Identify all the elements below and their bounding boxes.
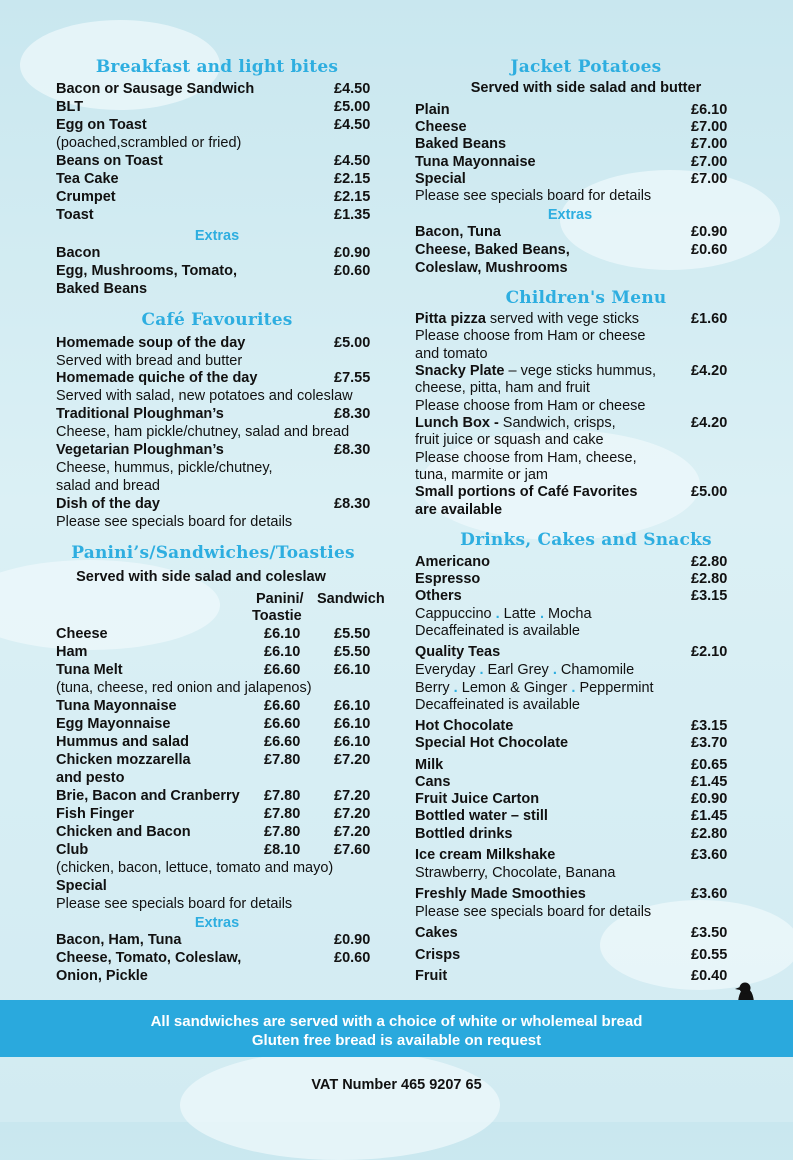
menu-item: Cheese, Baked Beans, [415, 242, 570, 258]
price: £1.45 [691, 808, 728, 824]
price-panini: £8.10 [264, 842, 301, 858]
menu-item: Espresso [415, 571, 481, 587]
price: £0.40 [691, 968, 728, 984]
option-item: Mocha [548, 606, 592, 622]
price-sandwich: £5.50 [334, 644, 371, 660]
item-description: Decaffeinated is available [415, 623, 580, 639]
price: £5.00 [334, 335, 371, 351]
item-description: tuna, marmite or jam [415, 467, 548, 483]
price: £7.00 [691, 119, 728, 135]
price-sandwich: £7.20 [334, 824, 371, 840]
price: £6.10 [691, 102, 728, 118]
option-item: Everyday [415, 662, 476, 678]
price: £8.30 [334, 442, 371, 458]
price-sandwich: £7.60 [334, 842, 371, 858]
price-sandwich: £6.10 [334, 734, 371, 750]
price-panini: £6.60 [264, 734, 301, 750]
item-description: (poached,scrambled or fried) [56, 135, 242, 151]
option-item: Earl Grey [487, 662, 549, 678]
price-sandwich: £6.10 [334, 662, 371, 678]
separator-dot: . [475, 662, 488, 678]
menu-item: Fruit [415, 968, 448, 984]
price: £0.90 [691, 791, 728, 807]
price: £1.45 [691, 774, 728, 790]
price: £8.30 [334, 406, 371, 422]
price: £7.00 [691, 154, 728, 170]
menu-item: Chicken and Bacon [56, 824, 191, 840]
menu-item: Tuna Melt [56, 662, 123, 678]
price: £3.50 [691, 925, 728, 941]
menu-item: BLT [56, 99, 84, 115]
extras-heading: Extras [547, 207, 593, 223]
item-description: Please see specials board for details [56, 514, 293, 530]
price: £0.55 [691, 947, 728, 963]
menu-item: Dish of the day [56, 496, 160, 512]
footer-bread-note: All sandwiches are served with a choice of white or wholemeal bread [150, 1013, 643, 1030]
price: £7.00 [691, 171, 728, 187]
menu-item: Tuna Mayonnaise [415, 154, 536, 170]
menu-item: Toast [56, 207, 94, 223]
price: £2.80 [691, 826, 728, 842]
price: £4.20 [691, 363, 728, 379]
extras-heading: Extras [194, 228, 240, 244]
price: £3.60 [691, 847, 728, 863]
price: £1.60 [691, 311, 728, 327]
item-description: Please see specials board for details [415, 904, 652, 920]
separator-dot: . [449, 680, 462, 696]
price-panini: £6.10 [264, 644, 301, 660]
menu-item: Fish Finger [56, 806, 135, 822]
section-title-breakfast: Breakfast and light bites [95, 57, 339, 77]
price: £5.00 [691, 484, 728, 500]
option-item: Peppermint [579, 680, 654, 696]
menu-item: Bacon, Ham, Tuna [56, 932, 182, 948]
section-subtitle: Served with side salad and coleslaw [76, 569, 326, 585]
price-panini: £7.80 [264, 806, 301, 822]
menu-item: Bacon, Tuna [415, 224, 501, 240]
price-sandwich: £5.50 [334, 626, 371, 642]
item-description: salad and bread [56, 478, 160, 494]
menu-item: Homemade soup of the day [56, 335, 246, 351]
price-sandwich: £7.20 [334, 752, 371, 768]
column-header-toastie: Toastie [252, 608, 302, 624]
item-description: Served with bread and butter [56, 353, 243, 369]
menu-item: Brie, Bacon and Cranberry [56, 788, 240, 804]
menu-item: Cakes [415, 925, 458, 941]
price: £0.90 [334, 245, 371, 261]
menu-item: Vegetarian Ploughman’s [56, 442, 224, 458]
price: £3.70 [691, 735, 728, 751]
item-description: Cheese, ham pickle/chutney, salad and bread [56, 424, 350, 440]
price-panini: £7.80 [264, 788, 301, 804]
menu-item: Crisps [415, 947, 461, 963]
item-description: Please see specials board for details [415, 188, 652, 204]
menu-item: Bacon or Sausage Sandwich [56, 81, 255, 97]
price: £4.20 [691, 415, 728, 431]
item-description: (tuna, cheese, red onion and jalapenos) [56, 680, 312, 696]
price-panini: £7.80 [264, 824, 301, 840]
menu-item: Freshly Made Smoothies [415, 886, 586, 902]
separator-dot: . [491, 606, 504, 622]
menu-item: Egg on Toast [56, 117, 147, 133]
option-list [415, 606, 592, 624]
price: £7.00 [691, 136, 728, 152]
menu-item: Fruit Juice Carton [415, 791, 540, 807]
price: £2.15 [334, 189, 371, 205]
section-title-cafe: Café Favourites [141, 310, 293, 330]
price: £0.60 [334, 950, 371, 966]
menu-item: Milk [415, 757, 444, 773]
menu-item: Special Hot Chocolate [415, 735, 569, 751]
menu-item: Bottled water – still [415, 808, 548, 824]
menu-item: Chicken mozzarella [56, 752, 191, 768]
price: £0.90 [691, 224, 728, 240]
section-title-jacket: Jacket Potatoes [510, 57, 662, 77]
extras-heading: Extras [194, 915, 240, 931]
menu-item: Egg, Mushrooms, Tomato, [56, 263, 237, 279]
price-panini: £6.60 [264, 662, 301, 678]
menu-item: Club [56, 842, 89, 858]
menu-item-line2: Coleslaw, Mushrooms [415, 260, 568, 276]
item-description: Served with salad, new potatoes and coleslaw [56, 388, 353, 404]
item-description: Please choose from Ham, cheese, [415, 450, 637, 466]
price-sandwich: £6.10 [334, 716, 371, 732]
menu-item: Americano [415, 554, 490, 570]
menu-item: Egg Mayonnaise [56, 716, 171, 732]
menu-item: Snacky Plate – vege sticks hummus, [415, 363, 656, 379]
menu-item-line2: and pesto [56, 770, 125, 786]
column-header-panini: Panini/ [256, 591, 304, 607]
menu-item: Crumpet [56, 189, 116, 205]
option-item: Chamomile [560, 662, 635, 678]
price-panini: £7.80 [264, 752, 301, 768]
separator-dot: . [535, 606, 549, 622]
menu-item: Bacon [56, 245, 101, 261]
menu-item-line2: are available [415, 502, 503, 518]
section-title-children: Children's Menu [505, 288, 667, 308]
item-description: and tomato [415, 346, 488, 362]
column-header-sandwich: Sandwich [317, 591, 385, 607]
menu-item: Bottled drinks [415, 826, 513, 842]
price: £2.80 [691, 571, 728, 587]
price-panini: £6.60 [264, 698, 301, 714]
footer-gluten-note: Gluten free bread is available on request [251, 1032, 542, 1049]
item-description: (chicken, bacon, lettuce, tomato and mayo) [56, 860, 334, 876]
item-description: Please see specials board for details [56, 896, 293, 912]
item-description: Please choose from Ham or cheese [415, 328, 646, 344]
price: £3.15 [691, 588, 728, 604]
option-list [415, 662, 634, 680]
price: £4.50 [334, 81, 371, 97]
price: £2.80 [691, 554, 728, 570]
menu-item: Lunch Box - Sandwich, crisps, [415, 415, 616, 431]
option-item: Latte [503, 606, 536, 622]
price: £2.10 [691, 644, 728, 660]
price: £0.90 [334, 932, 371, 948]
menu-item: Others [415, 588, 462, 604]
item-description: fruit juice or squash and cake [415, 432, 604, 448]
menu-item: Small portions of Café Favorites [415, 484, 638, 500]
menu-item: Plain [415, 102, 450, 118]
menu-item: Pitta pizza served with vege sticks [415, 311, 640, 327]
price: £5.00 [334, 99, 371, 115]
price: £3.60 [691, 886, 728, 902]
price: £0.65 [691, 757, 728, 773]
menu-item: Special [56, 878, 107, 894]
menu-item: Baked Beans [415, 136, 507, 152]
menu-item: Homemade quiche of the day [56, 370, 258, 386]
menu-item: Hot Chocolate [415, 718, 514, 734]
menu-item: Hummus and salad [56, 734, 189, 750]
background-cloud [180, 1050, 500, 1160]
menu-item: Tea Cake [56, 171, 119, 187]
section-title-drinks: Drinks, Cakes and Snacks [460, 530, 712, 550]
item-description: Decaffeinated is available [415, 697, 580, 713]
option-item: Berry [415, 680, 450, 696]
price-panini: £6.60 [264, 716, 301, 732]
menu-item-line2: Onion, Pickle [56, 968, 148, 984]
section-subtitle: Served with side salad and butter [470, 80, 702, 96]
item-description: Strawberry, Chocolate, Banana [415, 865, 616, 881]
price: £8.30 [334, 496, 371, 512]
price-sandwich: £7.20 [334, 788, 371, 804]
menu-item: Beans on Toast [56, 153, 163, 169]
price: £3.15 [691, 718, 728, 734]
item-description: Please choose from Ham or cheese [415, 398, 646, 414]
menu-item: Cheese, Tomato, Coleslaw, [56, 950, 242, 966]
menu-item: Special [415, 171, 466, 187]
option-item: Lemon & Ginger [461, 680, 568, 696]
menu-item: Cheese [415, 119, 467, 135]
item-description: cheese, pitta, ham and fruit [415, 380, 590, 396]
price-sandwich: £7.20 [334, 806, 371, 822]
price: £2.15 [334, 171, 371, 187]
price: £0.60 [334, 263, 371, 279]
option-list [415, 680, 654, 698]
separator-dot: . [548, 662, 561, 678]
vat-number: VAT Number 465 9207 65 [311, 1077, 482, 1093]
price: £4.50 [334, 153, 371, 169]
item-description: Cheese, hummus, pickle/chutney, [56, 460, 273, 476]
menu-item: Cheese [56, 626, 108, 642]
option-item: Cappuccino [415, 606, 492, 622]
section-title-panini: Panini’s/Sandwiches/Toasties [71, 543, 355, 563]
menu-item: Quality Teas [415, 644, 501, 660]
price: £7.55 [334, 370, 371, 386]
price: £0.60 [691, 242, 728, 258]
menu-item-line2: Baked Beans [56, 281, 148, 297]
menu-item: Cans [415, 774, 451, 790]
separator-dot: . [567, 680, 580, 696]
price-panini: £6.10 [264, 626, 301, 642]
price-sandwich: £6.10 [334, 698, 371, 714]
menu-item: Ham [56, 644, 88, 660]
menu-item: Ice cream Milkshake [415, 847, 556, 863]
menu-item: Tuna Mayonnaise [56, 698, 177, 714]
price: £4.50 [334, 117, 371, 133]
price: £1.35 [334, 207, 371, 223]
menu-item: Traditional Ploughman’s [56, 406, 224, 422]
footer-banner [0, 1000, 793, 1057]
